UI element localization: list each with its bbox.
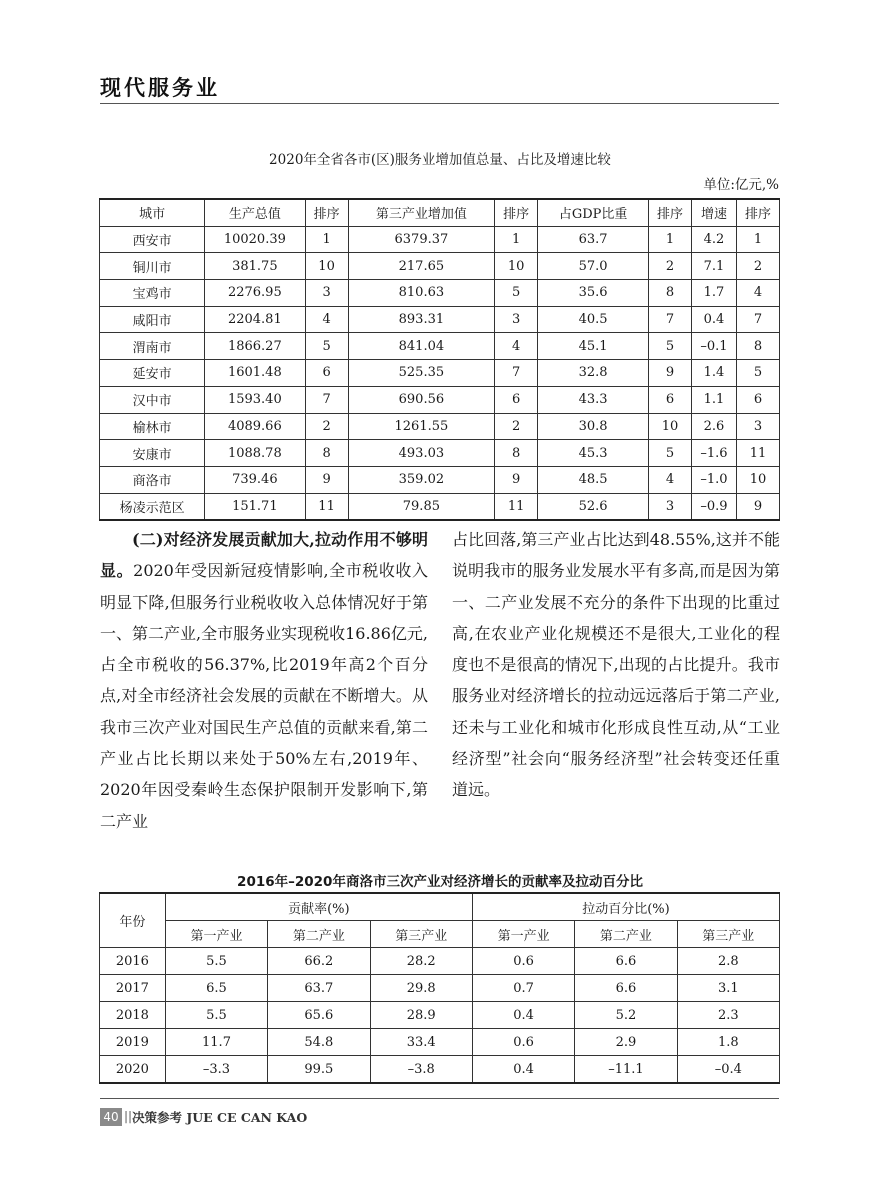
table-cell: 2.9 xyxy=(575,1029,677,1056)
table-cell: 48.5 xyxy=(538,466,649,493)
table2-subheader-row xyxy=(100,921,780,948)
city-cell: 榆林市 xyxy=(100,413,205,440)
table-cell: 690.56 xyxy=(348,386,495,413)
table-cell: –3.8 xyxy=(370,1056,472,1084)
column-header: 排序 xyxy=(495,199,538,226)
table-cell: 57.0 xyxy=(538,253,649,280)
table-cell: 4 xyxy=(736,280,779,307)
paragraph-text: 2020年受因新冠疫情影响,全市税收收入明显下降,但服务行业税收收入总体情况好于第一、第二产业,全市服务业实现税收16.86亿元,占全市税收的56.37%,比2019年高2个百分点,对全市经济社会发展的贡献在不断增大。从我市三次产业对国民生产总值的贡献来看,第二产业占比长期以来处于50%左右,2019年、2020年因受秦岭生态保护限制开发影响下,第二产业 xyxy=(100,561,428,831)
table-row xyxy=(100,360,780,387)
contribution-rate-header: 贡献率(%) xyxy=(165,893,472,921)
table-cell: 4 xyxy=(649,466,692,493)
table-cell: 8 xyxy=(649,280,692,307)
table-cell: 35.6 xyxy=(538,280,649,307)
table-cell: 10 xyxy=(736,466,779,493)
column-header: 增速 xyxy=(692,199,737,226)
table-row xyxy=(100,386,780,413)
table-cell: 65.6 xyxy=(268,1002,370,1029)
table-cell: 66.2 xyxy=(268,948,370,975)
table-cell: 7 xyxy=(495,360,538,387)
industry-subheader: 第一产业 xyxy=(165,921,267,948)
body-column-right xyxy=(452,524,780,806)
table-cell: 29.8 xyxy=(370,975,472,1002)
contribution-table xyxy=(99,892,780,1084)
table-cell: 2 xyxy=(736,253,779,280)
table-cell: –0.4 xyxy=(677,1056,779,1084)
table-cell: 4 xyxy=(495,333,538,360)
table-cell: 1.1 xyxy=(692,386,737,413)
table-cell: 28.2 xyxy=(370,948,472,975)
table-cell: 1 xyxy=(305,226,348,253)
industry-subheader: 第二产业 xyxy=(268,921,370,948)
table-cell: 1593.40 xyxy=(205,386,305,413)
industry-subheader: 第二产业 xyxy=(575,921,677,948)
table-cell: 33.4 xyxy=(370,1029,472,1056)
year-cell: 2016 xyxy=(100,948,166,975)
table-cell: 0.6 xyxy=(472,1029,574,1056)
table-cell: 63.7 xyxy=(268,975,370,1002)
table-cell: 6.6 xyxy=(575,975,677,1002)
table-cell: 6.5 xyxy=(165,975,267,1002)
section-lead-heading: (二)对经济发展贡献加大,拉动作用不够明显。 xyxy=(100,530,428,581)
table-cell: 4089.66 xyxy=(205,413,305,440)
table-cell: 54.8 xyxy=(268,1029,370,1056)
table-row xyxy=(100,280,780,307)
table-cell: 3 xyxy=(736,413,779,440)
city-cell: 延安市 xyxy=(100,360,205,387)
table-cell: 1 xyxy=(649,226,692,253)
table-cell: 893.31 xyxy=(348,306,495,333)
table-row xyxy=(100,1002,780,1029)
table-cell: 3.1 xyxy=(677,975,779,1002)
table-cell: 151.71 xyxy=(205,493,305,520)
table-cell: 525.35 xyxy=(348,360,495,387)
paragraph xyxy=(100,524,428,837)
table-cell: 9 xyxy=(736,493,779,520)
column-header: 城市 xyxy=(100,199,205,226)
table-cell: 0.4 xyxy=(472,1002,574,1029)
table-cell: 1 xyxy=(736,226,779,253)
column-header: 排序 xyxy=(649,199,692,226)
table-cell: 217.65 xyxy=(348,253,495,280)
table-row xyxy=(100,253,780,280)
table-row xyxy=(100,1029,780,1056)
city-cell: 宝鸡市 xyxy=(100,280,205,307)
table-cell: 32.8 xyxy=(538,360,649,387)
table-cell: 4 xyxy=(305,306,348,333)
table-cell: 45.3 xyxy=(538,440,649,467)
table-cell: 63.7 xyxy=(538,226,649,253)
table-cell: 5 xyxy=(649,440,692,467)
table-cell: 79.85 xyxy=(348,493,495,520)
table-cell: –3.3 xyxy=(165,1056,267,1084)
table-cell: 30.8 xyxy=(538,413,649,440)
column-header: 排序 xyxy=(305,199,348,226)
table-cell: –1.6 xyxy=(692,440,737,467)
table-cell: 7 xyxy=(305,386,348,413)
column-header: 排序 xyxy=(736,199,779,226)
table-cell: 1 xyxy=(495,226,538,253)
year-cell: 2017 xyxy=(100,975,166,1002)
paragraph: 占比回落,第三产业占比达到48.55%,这并不能说明我市的服务业发展水平有多高,而是因为第一、二产业发展不充分的条件下出现的比重过高,在农业产业化规模还不是很大,工业化的程度也不是很高的情况下,出现的占比提升。我市服务业对经济增长的拉动远远落后于第二产业,还未与工业化和城市化形成良性互动,从“工业经济型”社会向“服务经济型”社会转变还任重道远。 xyxy=(452,530,780,800)
table-cell: 493.03 xyxy=(348,440,495,467)
city-cell: 安康市 xyxy=(100,440,205,467)
section-header: 现代服务业 xyxy=(100,76,220,100)
column-header: 生产总值 xyxy=(205,199,305,226)
footer-divider xyxy=(100,1098,779,1099)
table-cell: 10 xyxy=(495,253,538,280)
table-cell: 5 xyxy=(495,280,538,307)
industry-subheader: 第三产业 xyxy=(677,921,779,948)
table-row xyxy=(100,948,780,975)
table-cell: 359.02 xyxy=(348,466,495,493)
table-cell: 5.5 xyxy=(165,948,267,975)
table-cell: 1088.78 xyxy=(205,440,305,467)
industry-subheader: 第三产业 xyxy=(370,921,472,948)
year-cell: 2018 xyxy=(100,1002,166,1029)
table-cell: 5 xyxy=(736,360,779,387)
table-row xyxy=(100,466,780,493)
table-cell: 11 xyxy=(736,440,779,467)
table-row xyxy=(100,1056,780,1084)
table-cell: 810.63 xyxy=(348,280,495,307)
table-cell: 5 xyxy=(649,333,692,360)
table-cell: 0.7 xyxy=(472,975,574,1002)
table-cell: 10020.39 xyxy=(205,226,305,253)
industry-subheader: 第一产业 xyxy=(472,921,574,948)
table-cell: 1866.27 xyxy=(205,333,305,360)
table2-title: 2016年–2020年商洛市三次产业对经济增长的贡献率及拉动百分比 xyxy=(237,874,643,890)
table-cell: 1601.48 xyxy=(205,360,305,387)
table-cell: –1.0 xyxy=(692,466,737,493)
table-cell: 43.3 xyxy=(538,386,649,413)
table-cell: 11 xyxy=(495,493,538,520)
column-header: 第三产业增加值 xyxy=(348,199,495,226)
table-cell: 6379.37 xyxy=(348,226,495,253)
table-cell: 3 xyxy=(305,280,348,307)
city-cell: 商洛市 xyxy=(100,466,205,493)
city-services-table xyxy=(99,198,780,521)
table-cell: 8 xyxy=(736,333,779,360)
body-column-left xyxy=(100,524,428,837)
city-cell: 杨凌示范区 xyxy=(100,493,205,520)
table-cell: 0.4 xyxy=(692,306,737,333)
publication-name: 决策参考 JUE CE CAN KAO xyxy=(132,1110,308,1125)
table-cell: 5.5 xyxy=(165,1002,267,1029)
table-cell: 7 xyxy=(649,306,692,333)
table-cell: 9 xyxy=(305,466,348,493)
table-cell: 99.5 xyxy=(268,1056,370,1084)
table-cell: 2204.81 xyxy=(205,306,305,333)
table-cell: 5.2 xyxy=(575,1002,677,1029)
header-divider xyxy=(100,103,779,104)
table-row xyxy=(100,333,780,360)
table-row xyxy=(100,440,780,467)
table-cell: 2 xyxy=(495,413,538,440)
table-cell: 8 xyxy=(305,440,348,467)
footer-separator: || xyxy=(124,1109,133,1123)
table-cell: 1.7 xyxy=(692,280,737,307)
year-cell: 2020 xyxy=(100,1056,166,1084)
table-cell: 2 xyxy=(649,253,692,280)
year-column-header: 年份 xyxy=(100,893,166,948)
table-cell: 1.8 xyxy=(677,1029,779,1056)
column-header: 占GDP比重 xyxy=(538,199,649,226)
table-cell: 2.6 xyxy=(692,413,737,440)
table1-unit: 单位:亿元,% xyxy=(703,177,779,193)
table-cell: 3 xyxy=(649,493,692,520)
table-cell: 3 xyxy=(495,306,538,333)
pull-percent-header: 拉动百分比(%) xyxy=(472,893,779,921)
table-cell: 28.9 xyxy=(370,1002,472,1029)
table-cell: 2.8 xyxy=(677,948,779,975)
table-cell: 52.6 xyxy=(538,493,649,520)
city-cell: 咸阳市 xyxy=(100,306,205,333)
table-cell: 10 xyxy=(305,253,348,280)
table-cell: 10 xyxy=(649,413,692,440)
table-cell: 9 xyxy=(649,360,692,387)
table-cell: –11.1 xyxy=(575,1056,677,1084)
table-cell: 381.75 xyxy=(205,253,305,280)
table-cell: 1.4 xyxy=(692,360,737,387)
table-cell: 45.1 xyxy=(538,333,649,360)
table-cell: 4.2 xyxy=(692,226,737,253)
table-cell: 40.5 xyxy=(538,306,649,333)
table-cell: 6.6 xyxy=(575,948,677,975)
table-cell: 5 xyxy=(305,333,348,360)
page-number: 40 xyxy=(100,1108,122,1126)
table1-title: 2020年全省各市(区)服务业增加值总量、占比及增速比较 xyxy=(269,152,611,168)
table-cell: –0.9 xyxy=(692,493,737,520)
table-cell: 11.7 xyxy=(165,1029,267,1056)
table-cell: 0.4 xyxy=(472,1056,574,1084)
table-cell: 6 xyxy=(736,386,779,413)
table-row xyxy=(100,493,780,520)
table-cell: 2276.95 xyxy=(205,280,305,307)
table-cell: 841.04 xyxy=(348,333,495,360)
table-row xyxy=(100,306,780,333)
table-row xyxy=(100,226,780,253)
city-cell: 西安市 xyxy=(100,226,205,253)
table-row xyxy=(100,413,780,440)
city-cell: 铜川市 xyxy=(100,253,205,280)
table-cell: 7.1 xyxy=(692,253,737,280)
table-cell: 11 xyxy=(305,493,348,520)
table1-header-row xyxy=(100,199,780,226)
table-cell: 6 xyxy=(495,386,538,413)
city-cell: 汉中市 xyxy=(100,386,205,413)
table-cell: 6 xyxy=(305,360,348,387)
table-cell: 1261.55 xyxy=(348,413,495,440)
table-cell: 7 xyxy=(736,306,779,333)
table-row xyxy=(100,975,780,1002)
table-cell: 739.46 xyxy=(205,466,305,493)
table-cell: 6 xyxy=(649,386,692,413)
city-cell: 渭南市 xyxy=(100,333,205,360)
table-cell: 0.6 xyxy=(472,948,574,975)
table-cell: 9 xyxy=(495,466,538,493)
table-cell: 2.3 xyxy=(677,1002,779,1029)
table-cell: 2 xyxy=(305,413,348,440)
table-cell: 8 xyxy=(495,440,538,467)
year-cell: 2019 xyxy=(100,1029,166,1056)
table-cell: –0.1 xyxy=(692,333,737,360)
